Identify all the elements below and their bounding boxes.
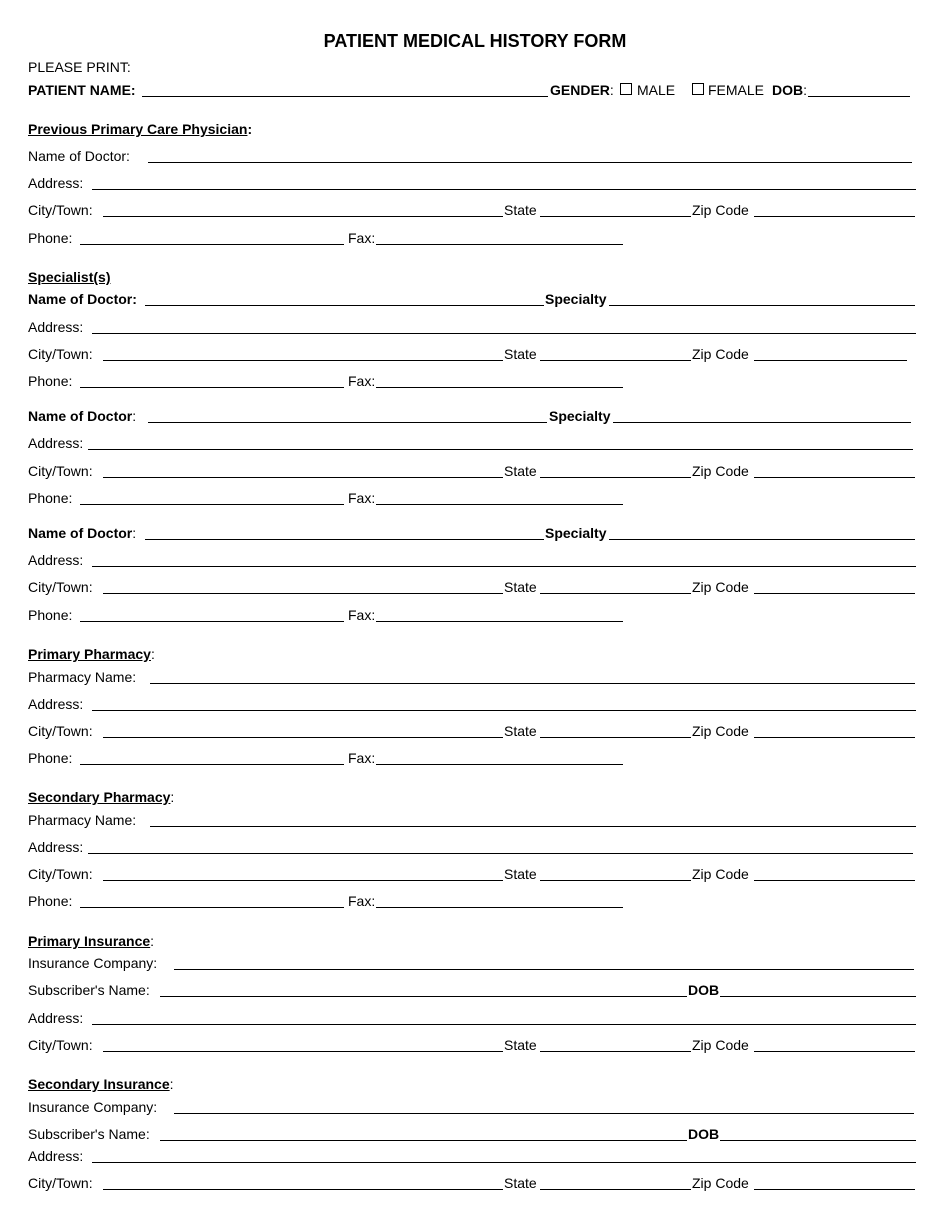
insurance-company-label: Insurance Company: xyxy=(28,955,158,971)
section-primary-pharmacy-header: Primary Pharmacy: xyxy=(28,646,155,662)
primary-subscriber-dob-field[interactable] xyxy=(720,996,916,997)
secondary-insurance-company-field[interactable] xyxy=(174,1113,914,1114)
city-label: City/Town: xyxy=(28,202,93,218)
city-label: City/Town: xyxy=(28,723,93,739)
please-print-note: PLEASE PRINT: xyxy=(28,59,131,75)
state-label: State xyxy=(504,463,537,479)
primary-doctor-zip-field[interactable] xyxy=(754,216,915,217)
specialist1-name-field[interactable] xyxy=(145,305,544,306)
specialty-label: Specialty xyxy=(549,408,611,424)
primary-insurance-city-field[interactable] xyxy=(103,1051,503,1052)
specialist2-specialty-field[interactable] xyxy=(613,422,911,423)
state-label: State xyxy=(504,1175,537,1191)
zip-label: Zip Code xyxy=(692,346,749,362)
zip-label: Zip Code xyxy=(692,1175,749,1191)
form-title: PATIENT MEDICAL HISTORY FORM xyxy=(323,31,627,51)
primary-doctor-name-field[interactable] xyxy=(148,162,912,163)
primary-pharmacy-fax-field[interactable] xyxy=(376,764,623,765)
specialist3-specialty-field[interactable] xyxy=(609,539,915,540)
secondary-pharmacy-zip-field[interactable] xyxy=(754,880,915,881)
gender-label: GENDER: xyxy=(550,82,614,98)
dob-label: DOB: xyxy=(772,82,808,98)
primary-doctor-state-field[interactable] xyxy=(540,216,691,217)
specialist3-city-field[interactable] xyxy=(103,593,503,594)
primary-doctor-phone-field[interactable] xyxy=(80,244,344,245)
city-label: City/Town: xyxy=(28,1175,93,1191)
primary-pharmacy-name-field[interactable] xyxy=(150,683,915,684)
specialty-label: Specialty xyxy=(545,525,607,541)
specialty-label: Specialty xyxy=(545,291,607,307)
name-of-doctor-label: Name of Doctor: xyxy=(28,291,137,307)
primary-insurance-state-field[interactable] xyxy=(540,1051,691,1052)
name-of-doctor-label: Name of Doctor: xyxy=(28,148,130,164)
address-label: Address: xyxy=(28,696,84,712)
fax-label: Fax: xyxy=(348,230,376,246)
address-label: Address: xyxy=(28,435,84,451)
phone-label: Phone: xyxy=(28,893,73,909)
primary-pharmacy-zip-field[interactable] xyxy=(754,737,915,738)
primary-pharmacy-state-field[interactable] xyxy=(540,737,691,738)
name-of-doctor-label: Name of Doctor: xyxy=(28,525,137,541)
phone-label: Phone: xyxy=(28,490,73,506)
state-label: State xyxy=(504,202,537,218)
secondary-pharmacy-city-field[interactable] xyxy=(103,880,503,881)
female-checkbox[interactable] xyxy=(692,83,704,95)
specialist3-address-field[interactable] xyxy=(92,566,916,567)
pharmacy-name-label: Pharmacy Name: xyxy=(28,812,137,828)
city-label: City/Town: xyxy=(28,579,93,595)
state-label: State xyxy=(504,579,537,595)
fax-label: Fax: xyxy=(348,750,376,766)
specialist2-name-field[interactable] xyxy=(148,422,547,423)
specialist3-name-field[interactable] xyxy=(145,539,544,540)
phone-label: Phone: xyxy=(28,750,73,766)
fax-label: Fax: xyxy=(348,490,376,506)
state-label: State xyxy=(504,723,537,739)
dob-field[interactable] xyxy=(808,96,910,97)
secondary-pharmacy-name-field[interactable] xyxy=(150,826,916,827)
secondary-subscriber-dob-field[interactable] xyxy=(720,1140,916,1141)
primary-subscriber-name-field[interactable] xyxy=(160,996,687,997)
secondary-subscriber-name-field[interactable] xyxy=(160,1140,687,1141)
address-label: Address: xyxy=(28,552,84,568)
subscriber-dob-label: DOB xyxy=(688,1126,720,1142)
primary-doctor-city-field[interactable] xyxy=(103,216,503,217)
zip-label: Zip Code xyxy=(692,1037,749,1053)
patient-name-label: PATIENT NAME: xyxy=(28,82,136,98)
state-label: State xyxy=(504,1037,537,1053)
primary-insurance-address-field[interactable] xyxy=(92,1024,916,1025)
secondary-insurance-city-field[interactable] xyxy=(103,1189,503,1190)
specialist2-phone-field[interactable] xyxy=(80,504,344,505)
insurance-company-label: Insurance Company: xyxy=(28,1099,158,1115)
specialist2-fax-field[interactable] xyxy=(376,504,623,505)
city-label: City/Town: xyxy=(28,346,93,362)
state-label: State xyxy=(504,866,537,882)
specialist1-fax-field[interactable] xyxy=(376,387,623,388)
primary-pharmacy-phone-field[interactable] xyxy=(80,764,344,765)
specialist2-city-field[interactable] xyxy=(103,477,503,478)
specialist3-fax-field[interactable] xyxy=(376,621,623,622)
secondary-pharmacy-fax-field[interactable] xyxy=(376,907,623,908)
section-primary-insurance-header: Primary Insurance: xyxy=(28,933,155,949)
address-label: Address: xyxy=(28,839,84,855)
zip-label: Zip Code xyxy=(692,463,749,479)
specialist1-specialty-field[interactable] xyxy=(609,305,915,306)
specialist3-phone-field[interactable] xyxy=(80,621,344,622)
phone-label: Phone: xyxy=(28,230,73,246)
phone-label: Phone: xyxy=(28,607,73,623)
address-label: Address: xyxy=(28,1148,84,1164)
primary-doctor-fax-field[interactable] xyxy=(376,244,623,245)
secondary-insurance-address-field[interactable] xyxy=(92,1162,916,1163)
section-secondary-insurance-header: Secondary Insurance: xyxy=(28,1076,174,1092)
fax-label: Fax: xyxy=(348,373,376,389)
subscriber-dob-label: DOB xyxy=(688,982,720,998)
zip-label: Zip Code xyxy=(692,579,749,595)
state-label: State xyxy=(504,346,537,362)
male-label: MALE xyxy=(637,82,676,98)
primary-insurance-company-field[interactable] xyxy=(174,969,914,970)
specialist1-phone-field[interactable] xyxy=(80,387,344,388)
phone-label: Phone: xyxy=(28,373,73,389)
zip-label: Zip Code xyxy=(692,202,749,218)
specialist1-state-field[interactable] xyxy=(540,360,691,361)
city-label: City/Town: xyxy=(28,1037,93,1053)
secondary-pharmacy-phone-field[interactable] xyxy=(80,907,344,908)
female-label: FEMALE xyxy=(708,82,765,98)
fax-label: Fax: xyxy=(348,607,376,623)
section-primary-care-header: Previous Primary Care Physician: xyxy=(28,121,253,137)
subscribers-name-label: Subscriber's Name: xyxy=(28,1126,150,1142)
city-label: City/Town: xyxy=(28,866,93,882)
section-secondary-pharmacy-header: Secondary Pharmacy: xyxy=(28,789,175,805)
specialist2-state-field[interactable] xyxy=(540,477,691,478)
zip-label: Zip Code xyxy=(692,866,749,882)
patient-name-field[interactable] xyxy=(142,96,548,97)
name-of-doctor-label: Name of Doctor: xyxy=(28,408,137,424)
specialist2-address-field[interactable] xyxy=(88,449,913,450)
specialist2-zip-field[interactable] xyxy=(754,477,915,478)
pharmacy-name-label: Pharmacy Name: xyxy=(28,669,137,685)
specialist1-zip-field[interactable] xyxy=(754,360,907,361)
specialist1-address-field[interactable] xyxy=(92,333,916,334)
primary-pharmacy-address-field[interactable] xyxy=(92,710,916,711)
section-specialists-header: Specialist(s) xyxy=(28,269,111,285)
specialist3-zip-field[interactable] xyxy=(754,593,915,594)
specialist3-state-field[interactable] xyxy=(540,593,691,594)
secondary-insurance-state-field[interactable] xyxy=(540,1189,691,1190)
primary-pharmacy-city-field[interactable] xyxy=(103,737,503,738)
zip-label: Zip Code xyxy=(692,723,749,739)
primary-insurance-zip-field[interactable] xyxy=(754,1051,915,1052)
fax-label: Fax: xyxy=(348,893,376,909)
address-label: Address: xyxy=(28,1010,84,1026)
city-label: City/Town: xyxy=(28,463,93,479)
specialist1-city-field[interactable] xyxy=(103,360,503,361)
subscribers-name-label: Subscriber's Name: xyxy=(28,982,150,998)
male-checkbox[interactable] xyxy=(620,83,632,95)
secondary-insurance-zip-field[interactable] xyxy=(754,1189,915,1190)
secondary-pharmacy-state-field[interactable] xyxy=(540,880,691,881)
address-label: Address: xyxy=(28,175,84,191)
address-label: Address: xyxy=(28,319,84,335)
primary-doctor-address-field[interactable] xyxy=(92,189,916,190)
secondary-pharmacy-address-field[interactable] xyxy=(88,853,913,854)
